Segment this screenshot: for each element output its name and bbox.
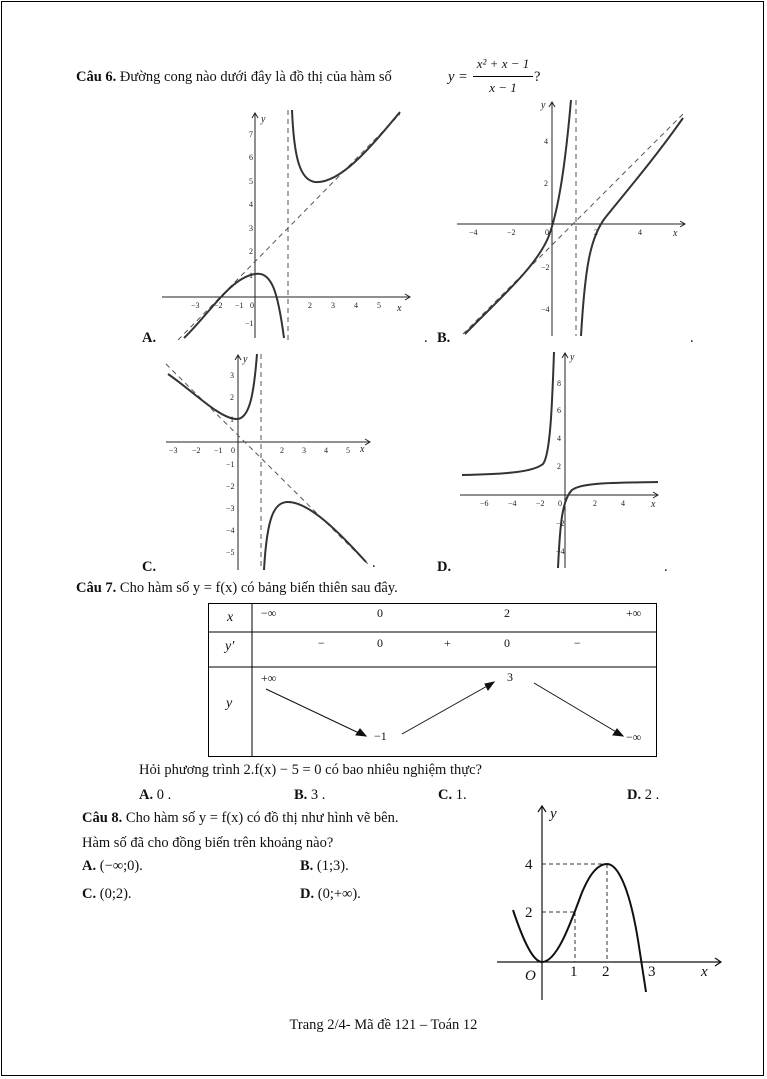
variation-table-y-value: −1 — [374, 729, 387, 743]
q7-question: Hỏi phương trình 2.f(x) − 5 = 0 có bao nhiêu nghiệm thực? — [139, 762, 482, 778]
q6-option-c: C. — [142, 559, 157, 575]
graph-c-ylabel: y — [243, 354, 248, 365]
graph-c-xtick: 2 — [280, 446, 284, 455]
graph-d-ytick: 4 — [557, 434, 561, 443]
graph-b-xtick: 4 — [638, 228, 642, 237]
graph-b-ytick: −4 — [541, 305, 550, 314]
graph-b-xtick: −4 — [469, 228, 478, 237]
variation-table-x-value: −∞ — [261, 606, 277, 620]
q8-answer-c-label: C. — [82, 886, 97, 902]
graph-a-xtick: 0 — [250, 301, 254, 310]
q8-graph-xlabel: x — [701, 964, 708, 980]
q7-answer-b-value: 3 . — [310, 787, 326, 803]
graph-a-xtick: −1 — [235, 301, 244, 310]
q6-fraction-bar — [473, 76, 533, 77]
graph-d-ytick: −4 — [556, 547, 565, 556]
variation-table-yprime-value: + — [444, 636, 451, 650]
graph-d-xtick: 4 — [621, 499, 625, 508]
graph-c-ytick: −3 — [226, 504, 235, 513]
q6-graph-d — [458, 350, 663, 570]
graph-d-xtick: −2 — [536, 499, 545, 508]
graph-a-xtick: 2 — [308, 301, 312, 310]
graph-c-xtick: 4 — [324, 446, 328, 455]
q6-text: Đường cong nào dưới đây là đồ thị của hàm số — [119, 69, 392, 85]
graph-c-xtick: 5 — [346, 446, 350, 455]
variation-table-x-value: 2 — [504, 606, 510, 620]
q8-graph-origin: O — [525, 968, 536, 984]
graph-a-ytick: 5 — [249, 177, 253, 186]
q8-graph-xtick: 1 — [570, 964, 578, 980]
q7-text: Cho hàm số y = f(x) có bảng biến thiên sau đây. — [119, 580, 398, 596]
q7-answer-b-label: B. — [294, 787, 308, 803]
graph-d-xtick: 0 — [558, 499, 562, 508]
q6-stem — [76, 69, 392, 86]
q8-answer-d-value: (0;+∞). — [317, 886, 361, 902]
graph-d-xtick: −4 — [508, 499, 517, 508]
graph-c-xtick: −1 — [214, 446, 223, 455]
q7-answer-c-label: C. — [438, 787, 453, 803]
variation-table-x-value: +∞ — [626, 606, 642, 620]
q6-numerator: x² + x − 1 — [476, 56, 530, 71]
q7-answer-a[interactable] — [139, 787, 171, 804]
graph-a-ytick: 6 — [249, 153, 253, 162]
graph-b-xtick: −2 — [507, 228, 516, 237]
q7-answer-b[interactable] — [294, 787, 325, 804]
graph-b-xtick: 2 — [594, 228, 598, 237]
graph-c-xtick: 0 — [231, 446, 235, 455]
graph-a-ytick: 7 — [249, 130, 253, 139]
graph-c-xlabel: x — [360, 444, 365, 455]
graph-c-ytick: −2 — [226, 482, 235, 491]
graph-b-ytick: −2 — [541, 263, 550, 272]
graph-b-xtick: 0 — [545, 228, 549, 237]
q8-graph-xtick: 2 — [602, 964, 610, 980]
graph-a-xtick: −3 — [191, 301, 200, 310]
q7-variation-table — [208, 603, 657, 757]
q7-answer-a-label: A. — [139, 787, 154, 803]
variation-table-row-yprime: y′ — [225, 639, 235, 654]
q6-graph-b — [455, 98, 690, 338]
q8-answer-d[interactable] — [300, 886, 361, 903]
graph-b-xlabel: x — [673, 228, 678, 239]
graph-a-ytick: 4 — [249, 200, 253, 209]
q6-option-b: B. — [437, 330, 451, 346]
variation-table-y-value: 3 — [507, 670, 513, 684]
q6-option-a: A. — [142, 330, 157, 346]
q6-option-b-dot: . — [690, 330, 694, 346]
q8-answer-a-value: (−∞;0). — [99, 858, 143, 874]
graph-b-ylabel: y — [541, 100, 546, 111]
q8-answer-b-label: B. — [300, 858, 314, 874]
q6-label: Câu 6. — [76, 69, 117, 85]
q6-option-d-dot: . — [664, 559, 668, 575]
page-footer: Trang 2/4- Mã đề 121 – Toán 12 — [289, 1017, 478, 1033]
graph-a-xlabel: x — [397, 303, 402, 314]
q7-answer-c-value: 1. — [455, 787, 467, 803]
variation-table-y-value: +∞ — [261, 671, 277, 685]
q8-answer-a-label: A. — [82, 858, 97, 874]
graph-a-xtick: 4 — [354, 301, 358, 310]
q8-graph-ytick: 2 — [525, 905, 533, 921]
q8-answer-b[interactable] — [300, 858, 349, 875]
q8-graph-xtick: 3 — [648, 964, 656, 980]
q8-stem — [82, 810, 399, 827]
graph-c-ytick: 2 — [230, 393, 234, 402]
graph-c-right-branch — [264, 502, 366, 570]
variation-table-yprime-value: − — [318, 636, 325, 650]
variation-table-x-value: 0 — [377, 606, 383, 620]
graph-b-right-branch — [581, 118, 683, 336]
graph-b-left-branch — [465, 100, 571, 334]
graph-d-xtick: 2 — [593, 499, 597, 508]
variation-table-yprime-value: 0 — [504, 636, 510, 650]
q6-denominator: x − 1 — [489, 80, 517, 95]
graph-c-xtick: −2 — [192, 446, 201, 455]
graph-c-xtick: 3 — [302, 446, 306, 455]
graph-c-ytick: −4 — [226, 526, 235, 535]
graph-a-xtick: 5 — [377, 301, 381, 310]
q6-option-a-dot: . — [424, 330, 428, 346]
q8-answer-a[interactable] — [82, 858, 143, 875]
variation-table-row-x: x — [227, 610, 234, 625]
graph-a-oblique-asymptote — [178, 114, 400, 340]
graph-d-ytick: 6 — [557, 406, 561, 415]
graph-c-ytick: 3 — [230, 371, 234, 380]
q8-answer-d-label: D. — [300, 886, 315, 902]
graph-c-xtick: −3 — [169, 446, 178, 455]
graph-c-ytick: 1 — [230, 415, 234, 424]
graph-b-ytick: 2 — [544, 179, 548, 188]
q7-answer-a-value: 0 . — [156, 787, 172, 803]
q7-label: Câu 7. — [76, 580, 117, 596]
variation-table-row-y: y — [226, 696, 233, 711]
graph-c-ytick: −5 — [226, 548, 235, 557]
graph-d-xlabel: x — [651, 499, 656, 510]
q7-stem — [76, 580, 398, 597]
q8-answer-c-value: (0;2). — [99, 886, 132, 902]
graph-a-ylabel: y — [261, 114, 266, 125]
variation-arrow-up — [402, 685, 489, 734]
variation-arrow-down-2 — [534, 683, 618, 733]
graph-a-ytick: 1 — [249, 271, 253, 280]
q6-graph-a — [160, 108, 412, 340]
q7-answer-c[interactable] — [438, 787, 467, 804]
graph-d-xtick: −6 — [480, 499, 489, 508]
q8-graph — [495, 800, 725, 1005]
q6-option-d: D. — [437, 559, 452, 575]
graph-d-ytick: 8 — [557, 379, 561, 388]
graph-a-right-branch — [292, 110, 400, 182]
q8-text2: Hàm số đã cho đồng biến trên khoảng nào? — [82, 835, 334, 851]
q6-graph-c — [164, 352, 374, 572]
q8-label: Câu 8. — [82, 810, 123, 826]
graph-a-xtick: 3 — [331, 301, 335, 310]
q8-text: Cho hàm số y = f(x) có đồ thị như hình vẽ bên. — [125, 810, 399, 826]
q6-option-c-dot: . — [372, 555, 376, 571]
graph-a-ytick: −1 — [245, 319, 254, 328]
graph-a-xtick: −2 — [214, 301, 223, 310]
variation-table-y-value: −∞ — [626, 730, 642, 744]
q8-answer-c[interactable] — [82, 886, 132, 903]
q7-answer-d-value: 2 . — [644, 787, 660, 803]
q6-y-eq: y = — [448, 69, 468, 85]
graph-d-ytick: 2 — [557, 462, 561, 471]
variation-table-yprime-value: 0 — [377, 636, 383, 650]
q8-graph-ylabel: y — [550, 806, 557, 822]
graph-a-ytick: 2 — [249, 247, 253, 256]
q6-qmark: ? — [534, 69, 541, 85]
variation-table-yprime-value: − — [574, 636, 581, 650]
graph-d-left-branch — [462, 352, 554, 475]
q7-answer-d-label: D. — [627, 787, 642, 803]
q8-answer-b-value: (1;3). — [316, 858, 349, 874]
graph-d-ytick: −2 — [556, 519, 565, 528]
graph-b-ytick: 4 — [544, 137, 548, 146]
variation-arrow-down-1 — [266, 689, 361, 734]
graph-a-ytick: 3 — [249, 224, 253, 233]
graph-c-ytick: −1 — [226, 460, 235, 469]
q8-graph-ytick: 4 — [525, 857, 533, 873]
graph-d-ylabel: y — [570, 352, 575, 363]
